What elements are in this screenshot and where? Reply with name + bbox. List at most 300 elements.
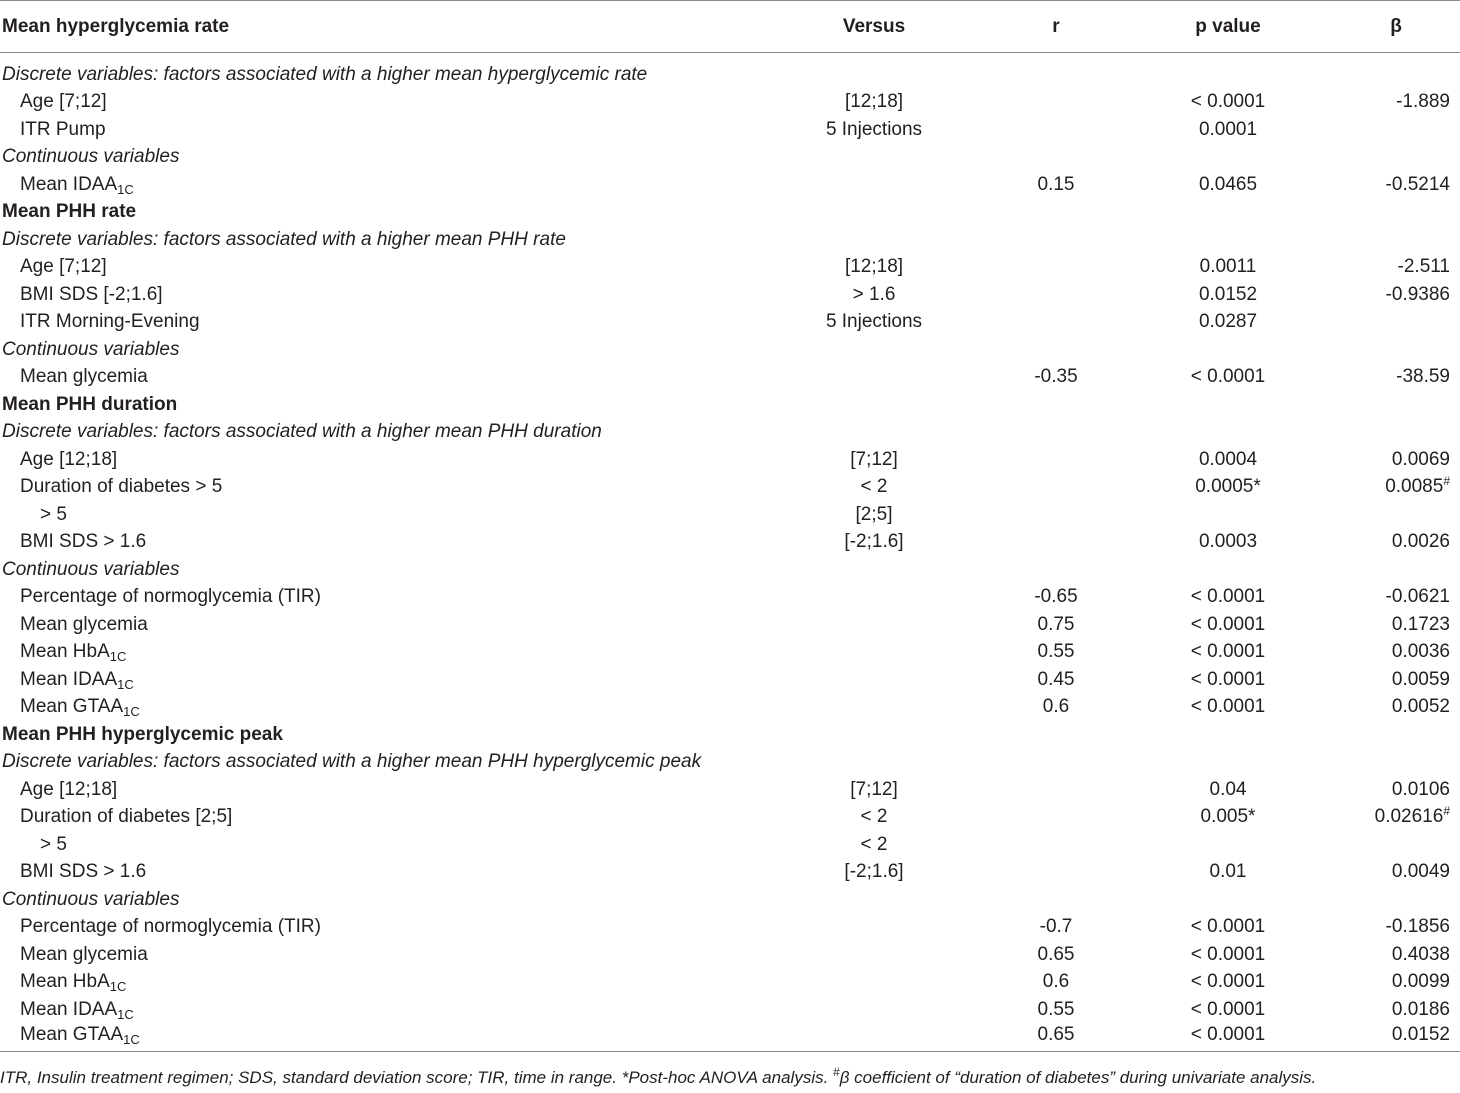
- variable-label: [0, 501, 760, 529]
- r-cell: [988, 254, 1124, 282]
- table-row: [0, 309, 1460, 337]
- p-value-cell: [1124, 969, 1332, 997]
- beta-cell-value: -1.889: [1396, 91, 1450, 113]
- label-text: Discrete variables: factors associated with a higher mean PHH duration: [2, 421, 602, 443]
- r-cell: [988, 859, 1124, 887]
- r-cell-value: -0.7: [1039, 916, 1073, 938]
- footnote-text: ITR, Insulin treatment regimen; SDS, standard deviation score; TIR, time in range. *Post-hoc ANOVA analysis.: [0, 1068, 834, 1087]
- r-cell: [988, 914, 1124, 942]
- empty-cell: [760, 886, 988, 914]
- subheading: [0, 336, 760, 364]
- beta-cell-value: 0.0026: [1391, 531, 1450, 553]
- versus-cell-value: [7;12]: [850, 448, 898, 470]
- p-value-cell: [1124, 694, 1332, 722]
- versus-cell: [760, 89, 988, 117]
- variable-label: [0, 996, 760, 1024]
- variable-label: [0, 281, 760, 309]
- r-cell: [988, 1024, 1124, 1052]
- variable-label: [0, 831, 760, 859]
- beta-cell: [1332, 666, 1460, 694]
- empty-cell: [1332, 556, 1460, 584]
- variable-label: [0, 666, 760, 694]
- beta-cell-value: 0.0085: [1385, 476, 1444, 498]
- r-cell: [988, 446, 1124, 474]
- empty-cell: [1332, 226, 1460, 254]
- beta-cell: [1332, 804, 1460, 832]
- label-text: Discrete variables: factors associated with a higher mean hyperglycemic rate: [2, 64, 648, 86]
- label-text: Mean glycemia: [20, 943, 148, 965]
- versus-cell-value: [-2;1.6]: [844, 531, 904, 553]
- beta-footnote-mark: #: [1443, 474, 1450, 489]
- label-text: Mean glycemia: [20, 613, 148, 635]
- table-row: [0, 364, 1460, 392]
- empty-cell: [988, 391, 1124, 419]
- r-cell-value: 0.75: [1037, 613, 1075, 635]
- p-value-cell: [1124, 474, 1332, 502]
- table-row: [0, 474, 1460, 502]
- empty-cell: [988, 226, 1124, 254]
- p-value-cell-value: < 0.0001: [1190, 916, 1266, 938]
- beta-cell: [1332, 171, 1460, 199]
- empty-cell: [1124, 721, 1332, 749]
- label-text: Mean PHH hyperglycemic peak: [2, 723, 283, 745]
- table-row: [0, 584, 1460, 612]
- empty-cell: [988, 199, 1124, 227]
- empty-cell: [760, 721, 988, 749]
- variable-label: [0, 529, 760, 557]
- section-row: [0, 199, 1460, 227]
- beta-cell-value: 0.0052: [1391, 696, 1450, 718]
- variable-label: [0, 941, 760, 969]
- p-value-cell: [1124, 996, 1332, 1024]
- empty-cell: [1124, 144, 1332, 172]
- empty-cell: [1124, 391, 1332, 419]
- table-row: [0, 639, 1460, 667]
- p-value-cell: [1124, 89, 1332, 117]
- table-header: [0, 1, 1460, 53]
- empty-cell: [1332, 391, 1460, 419]
- empty-cell: [1124, 749, 1332, 777]
- subheading-row: [0, 53, 1460, 89]
- section-row: [0, 391, 1460, 419]
- label-subscript: 1C: [109, 649, 127, 665]
- empty-cell: [1332, 886, 1460, 914]
- p-value-cell: [1124, 941, 1332, 969]
- table-row: [0, 776, 1460, 804]
- r-cell-value: -0.65: [1034, 586, 1078, 608]
- beta-cell: [1332, 859, 1460, 887]
- empty-cell: [988, 419, 1124, 447]
- empty-cell: [760, 749, 988, 777]
- r-cell: [988, 309, 1124, 337]
- r-cell-value: 0.55: [1037, 998, 1075, 1020]
- empty-cell: [988, 336, 1124, 364]
- empty-cell: [760, 391, 988, 419]
- label-subscript: 1C: [109, 979, 127, 995]
- subheading-row: [0, 886, 1460, 914]
- beta-cell: [1332, 474, 1460, 502]
- p-value-cell: [1124, 639, 1332, 667]
- empty-cell: [1332, 144, 1460, 172]
- versus-cell: [760, 529, 988, 557]
- table-row: [0, 171, 1460, 199]
- beta-cell: [1332, 776, 1460, 804]
- p-value-cell-value: 0.0004: [1198, 448, 1258, 470]
- versus-cell: [760, 474, 988, 502]
- beta-cell: [1332, 281, 1460, 309]
- label-text: Mean PHH rate: [2, 201, 137, 223]
- versus-cell-value: [7;12]: [850, 778, 898, 800]
- label-subscript: 1C: [117, 676, 134, 692]
- p-value-cell-value: 0.0003: [1198, 531, 1258, 553]
- versus-cell: [760, 116, 988, 144]
- subheading: [0, 556, 760, 584]
- r-cell-value: 0.6: [1042, 696, 1070, 718]
- beta-cell: [1332, 914, 1460, 942]
- p-value-cell: [1124, 116, 1332, 144]
- subheading-row: [0, 226, 1460, 254]
- empty-cell: [1124, 556, 1332, 584]
- r-cell: [988, 584, 1124, 612]
- label-subscript: 1C: [123, 1032, 140, 1047]
- beta-cell: [1332, 611, 1460, 639]
- label-text: Continuous variables: [2, 888, 180, 910]
- p-value-cell: [1124, 1024, 1332, 1052]
- header-p-value: p value: [1124, 1, 1332, 53]
- beta-cell-value: -2.511: [1397, 256, 1450, 278]
- r-cell: [988, 996, 1124, 1024]
- p-value-cell: [1124, 831, 1332, 859]
- table-body: [0, 53, 1460, 1052]
- beta-cell-value: 0.0186: [1391, 998, 1450, 1020]
- beta-cell: [1332, 254, 1460, 282]
- p-value-cell-value: < 0.0001: [1190, 696, 1266, 718]
- empty-cell: [1124, 886, 1332, 914]
- p-value-cell: [1124, 584, 1332, 612]
- variable-label: [0, 364, 760, 392]
- label-text: BMI SDS > 1.6: [20, 531, 147, 553]
- beta-cell: [1332, 446, 1460, 474]
- empty-cell: [988, 721, 1124, 749]
- beta-cell-value: 0.0059: [1391, 668, 1450, 690]
- label-text: Age [7;12]: [20, 256, 107, 278]
- section-title: [0, 721, 760, 749]
- label-subscript: 1C: [117, 181, 134, 197]
- variable-label: [0, 309, 760, 337]
- label-subscript: 1C: [123, 704, 140, 720]
- beta-cell: [1332, 1024, 1460, 1052]
- table-row: [0, 89, 1460, 117]
- label-text: Mean HbA: [20, 641, 110, 663]
- beta-cell-value: 0.1723: [1391, 613, 1450, 635]
- subheading-row: [0, 144, 1460, 172]
- variable-label: [0, 804, 760, 832]
- empty-cell: [1332, 749, 1460, 777]
- r-cell: [988, 501, 1124, 529]
- empty-cell: [988, 144, 1124, 172]
- r-cell: [988, 281, 1124, 309]
- versus-cell-value: < 2: [860, 806, 888, 828]
- beta-cell-value: 0.0069: [1391, 448, 1450, 470]
- variable-label: [0, 116, 760, 144]
- table-row: [0, 666, 1460, 694]
- table-row: [0, 914, 1460, 942]
- p-value-cell-value: < 0.0001: [1190, 998, 1266, 1020]
- empty-cell: [988, 749, 1124, 777]
- beta-cell: [1332, 364, 1460, 392]
- versus-cell: [760, 171, 988, 199]
- empty-cell: [760, 226, 988, 254]
- empty-cell: [760, 419, 988, 447]
- p-value-cell-value: 0.0011: [1199, 256, 1257, 278]
- beta-cell: [1332, 584, 1460, 612]
- empty-cell: [1332, 336, 1460, 364]
- p-value-cell: [1124, 309, 1332, 337]
- table-row: [0, 529, 1460, 557]
- variable-label: [0, 859, 760, 887]
- label-text: Mean GTAA: [20, 696, 124, 718]
- label-text: Mean HbA: [20, 971, 110, 993]
- p-value-cell-value: 0.005*: [1200, 806, 1256, 828]
- label-text: > 5: [40, 503, 67, 525]
- r-cell: [988, 116, 1124, 144]
- label-text: BMI SDS > 1.6: [20, 861, 147, 883]
- empty-cell: [1124, 226, 1332, 254]
- subheading: [0, 144, 760, 172]
- empty-cell: [1332, 53, 1460, 89]
- p-value-cell-value: 0.04: [1209, 778, 1247, 800]
- variable-label: [0, 446, 760, 474]
- beta-cell-value: -0.0621: [1385, 586, 1450, 608]
- versus-cell-value: < 2: [860, 833, 888, 855]
- p-value-cell-value: < 0.0001: [1190, 366, 1266, 388]
- header-beta: β: [1332, 1, 1460, 53]
- variable-label: [0, 969, 760, 997]
- p-value-cell: [1124, 859, 1332, 887]
- p-value-cell: [1124, 446, 1332, 474]
- label-text: Age [12;18]: [20, 448, 118, 470]
- label-text: Age [12;18]: [20, 778, 118, 800]
- beta-cell-value: 0.0049: [1391, 861, 1450, 883]
- label-text: Continuous variables: [2, 558, 180, 580]
- empty-cell: [1124, 419, 1332, 447]
- p-value-cell: [1124, 804, 1332, 832]
- p-value-cell-value: 0.0465: [1198, 173, 1258, 195]
- versus-cell: [760, 776, 988, 804]
- r-cell: [988, 474, 1124, 502]
- label-text: Mean IDAA: [20, 173, 118, 195]
- empty-cell: [1332, 419, 1460, 447]
- r-cell: [988, 611, 1124, 639]
- versus-cell-value: [2;5]: [855, 503, 893, 525]
- r-cell: [988, 529, 1124, 557]
- r-cell-value: 0.6: [1042, 971, 1070, 993]
- versus-cell: [760, 446, 988, 474]
- subheading: [0, 226, 760, 254]
- variable-label: [0, 171, 760, 199]
- p-value-cell: [1124, 529, 1332, 557]
- beta-cell-value: 0.0099: [1391, 971, 1450, 993]
- versus-cell-value: [-2;1.6]: [844, 861, 904, 883]
- beta-cell: [1332, 89, 1460, 117]
- table-row: [0, 804, 1460, 832]
- subheading-row: [0, 336, 1460, 364]
- subheading: [0, 886, 760, 914]
- r-cell: [988, 364, 1124, 392]
- beta-cell-value: -0.5214: [1385, 173, 1450, 195]
- p-value-cell: [1124, 776, 1332, 804]
- label-text: Discrete variables: factors associated with a higher mean PHH rate: [2, 228, 566, 250]
- label-text: ITR Morning-Evening: [20, 311, 200, 333]
- table-row: [0, 254, 1460, 282]
- empty-cell: [760, 199, 988, 227]
- label-text: Mean glycemia: [20, 366, 148, 388]
- table-row: [0, 446, 1460, 474]
- beta-cell: [1332, 639, 1460, 667]
- variable-label: [0, 1024, 760, 1052]
- beta-cell-value: 0.0106: [1391, 778, 1450, 800]
- p-value-cell-value: < 0.0001: [1190, 91, 1266, 113]
- r-cell-value: -0.35: [1034, 366, 1078, 388]
- versus-cell-value: > 1.6: [852, 283, 896, 305]
- label-text: Discrete variables: factors associated with a higher mean PHH hyperglycemic peak: [2, 751, 702, 773]
- footnote-text-end: β coefficient of “duration of diabetes” during univariate analysis.: [839, 1068, 1317, 1087]
- p-value-cell: [1124, 364, 1332, 392]
- r-cell: [988, 666, 1124, 694]
- table-row: [0, 996, 1460, 1024]
- table-row: [0, 501, 1460, 529]
- subheading: [0, 749, 760, 777]
- r-cell-value: 0.65: [1037, 943, 1075, 965]
- table-row: [0, 831, 1460, 859]
- versus-cell-value: 5 Injections: [825, 118, 923, 140]
- versus-cell: [760, 281, 988, 309]
- p-value-cell-value: < 0.0001: [1190, 668, 1266, 690]
- p-value-cell-value: < 0.0001: [1190, 586, 1266, 608]
- variable-label: [0, 694, 760, 722]
- r-cell: [988, 969, 1124, 997]
- variable-label: [0, 584, 760, 612]
- r-cell: [988, 694, 1124, 722]
- footnote-hash-mark: #: [833, 1065, 840, 1079]
- variable-label: [0, 639, 760, 667]
- versus-cell: [760, 969, 988, 997]
- variable-label: [0, 776, 760, 804]
- subheading-row: [0, 749, 1460, 777]
- p-value-cell-value: 0.01: [1209, 861, 1247, 883]
- table-row: [0, 116, 1460, 144]
- versus-cell-value: 5 Injections: [825, 311, 923, 333]
- label-text: Continuous variables: [2, 146, 180, 168]
- empty-cell: [1124, 336, 1332, 364]
- versus-cell: [760, 584, 988, 612]
- versus-cell: [760, 831, 988, 859]
- label-text: Continuous variables: [2, 338, 180, 360]
- label-text: Mean IDAA: [20, 668, 118, 690]
- variable-label: [0, 474, 760, 502]
- beta-cell-value: 0.02616: [1374, 806, 1444, 828]
- r-cell: [988, 831, 1124, 859]
- p-value-cell: [1124, 666, 1332, 694]
- table-row: [0, 969, 1460, 997]
- variable-label: [0, 254, 760, 282]
- label-text: Duration of diabetes > 5: [20, 476, 223, 498]
- label-text: Percentage of normoglycemia (TIR): [20, 916, 321, 938]
- p-value-cell: [1124, 281, 1332, 309]
- variable-label: [0, 611, 760, 639]
- label-text: Duration of diabetes [2;5]: [20, 806, 233, 828]
- section-title: [0, 199, 760, 227]
- versus-cell: [760, 914, 988, 942]
- versus-cell-value: < 2: [860, 476, 888, 498]
- versus-cell: [760, 859, 988, 887]
- label-text: Mean GTAA: [20, 1024, 124, 1045]
- r-cell-value: 0.65: [1037, 1024, 1075, 1045]
- versus-cell: [760, 501, 988, 529]
- beta-cell: [1332, 501, 1460, 529]
- versus-cell: [760, 309, 988, 337]
- subheading: [0, 53, 760, 89]
- label-text: > 5: [40, 833, 67, 855]
- beta-cell-value: -0.9386: [1385, 283, 1450, 305]
- empty-cell: [1332, 721, 1460, 749]
- variable-label: [0, 89, 760, 117]
- beta-cell-value: -0.1856: [1385, 916, 1450, 938]
- versus-cell-value: [12;18]: [844, 91, 904, 113]
- label-text: Percentage of normoglycemia (TIR): [20, 586, 321, 608]
- r-cell: [988, 776, 1124, 804]
- empty-cell: [760, 336, 988, 364]
- label-text: BMI SDS [-2;1.6]: [20, 283, 163, 305]
- beta-cell: [1332, 831, 1460, 859]
- table-row: [0, 859, 1460, 887]
- p-value-cell-value: < 0.0001: [1190, 641, 1266, 663]
- table-row: [0, 1024, 1460, 1052]
- table-footnote: [0, 1065, 1317, 1088]
- p-value-cell: [1124, 254, 1332, 282]
- versus-cell: [760, 611, 988, 639]
- empty-cell: [760, 556, 988, 584]
- beta-cell-value: -38.59: [1396, 366, 1450, 388]
- versus-cell: [760, 639, 988, 667]
- section-title: [0, 391, 760, 419]
- table-row: [0, 694, 1460, 722]
- subheading-row: [0, 419, 1460, 447]
- p-value-cell-value: 0.0152: [1198, 283, 1258, 305]
- p-value-cell-value: < 0.0001: [1190, 613, 1266, 635]
- p-value-cell-value: 0.0001: [1198, 118, 1258, 140]
- p-value-cell-value: 0.0005*: [1195, 476, 1261, 498]
- empty-cell: [988, 556, 1124, 584]
- r-cell: [988, 171, 1124, 199]
- label-text: Mean IDAA: [20, 998, 118, 1020]
- subheading: [0, 419, 760, 447]
- beta-cell: [1332, 529, 1460, 557]
- beta-cell: [1332, 941, 1460, 969]
- p-value-cell-value: < 0.0001: [1190, 943, 1266, 965]
- r-cell: [988, 89, 1124, 117]
- section-row: [0, 721, 1460, 749]
- p-value-cell-value: < 0.0001: [1190, 971, 1266, 993]
- subheading-row: [0, 556, 1460, 584]
- beta-cell-value: 0.4038: [1391, 943, 1450, 965]
- versus-cell: [760, 666, 988, 694]
- empty-cell: [1124, 53, 1332, 89]
- table-row: [0, 941, 1460, 969]
- versus-cell: [760, 1024, 988, 1052]
- r-cell: [988, 639, 1124, 667]
- p-value-cell-value: 0.0287: [1198, 311, 1258, 333]
